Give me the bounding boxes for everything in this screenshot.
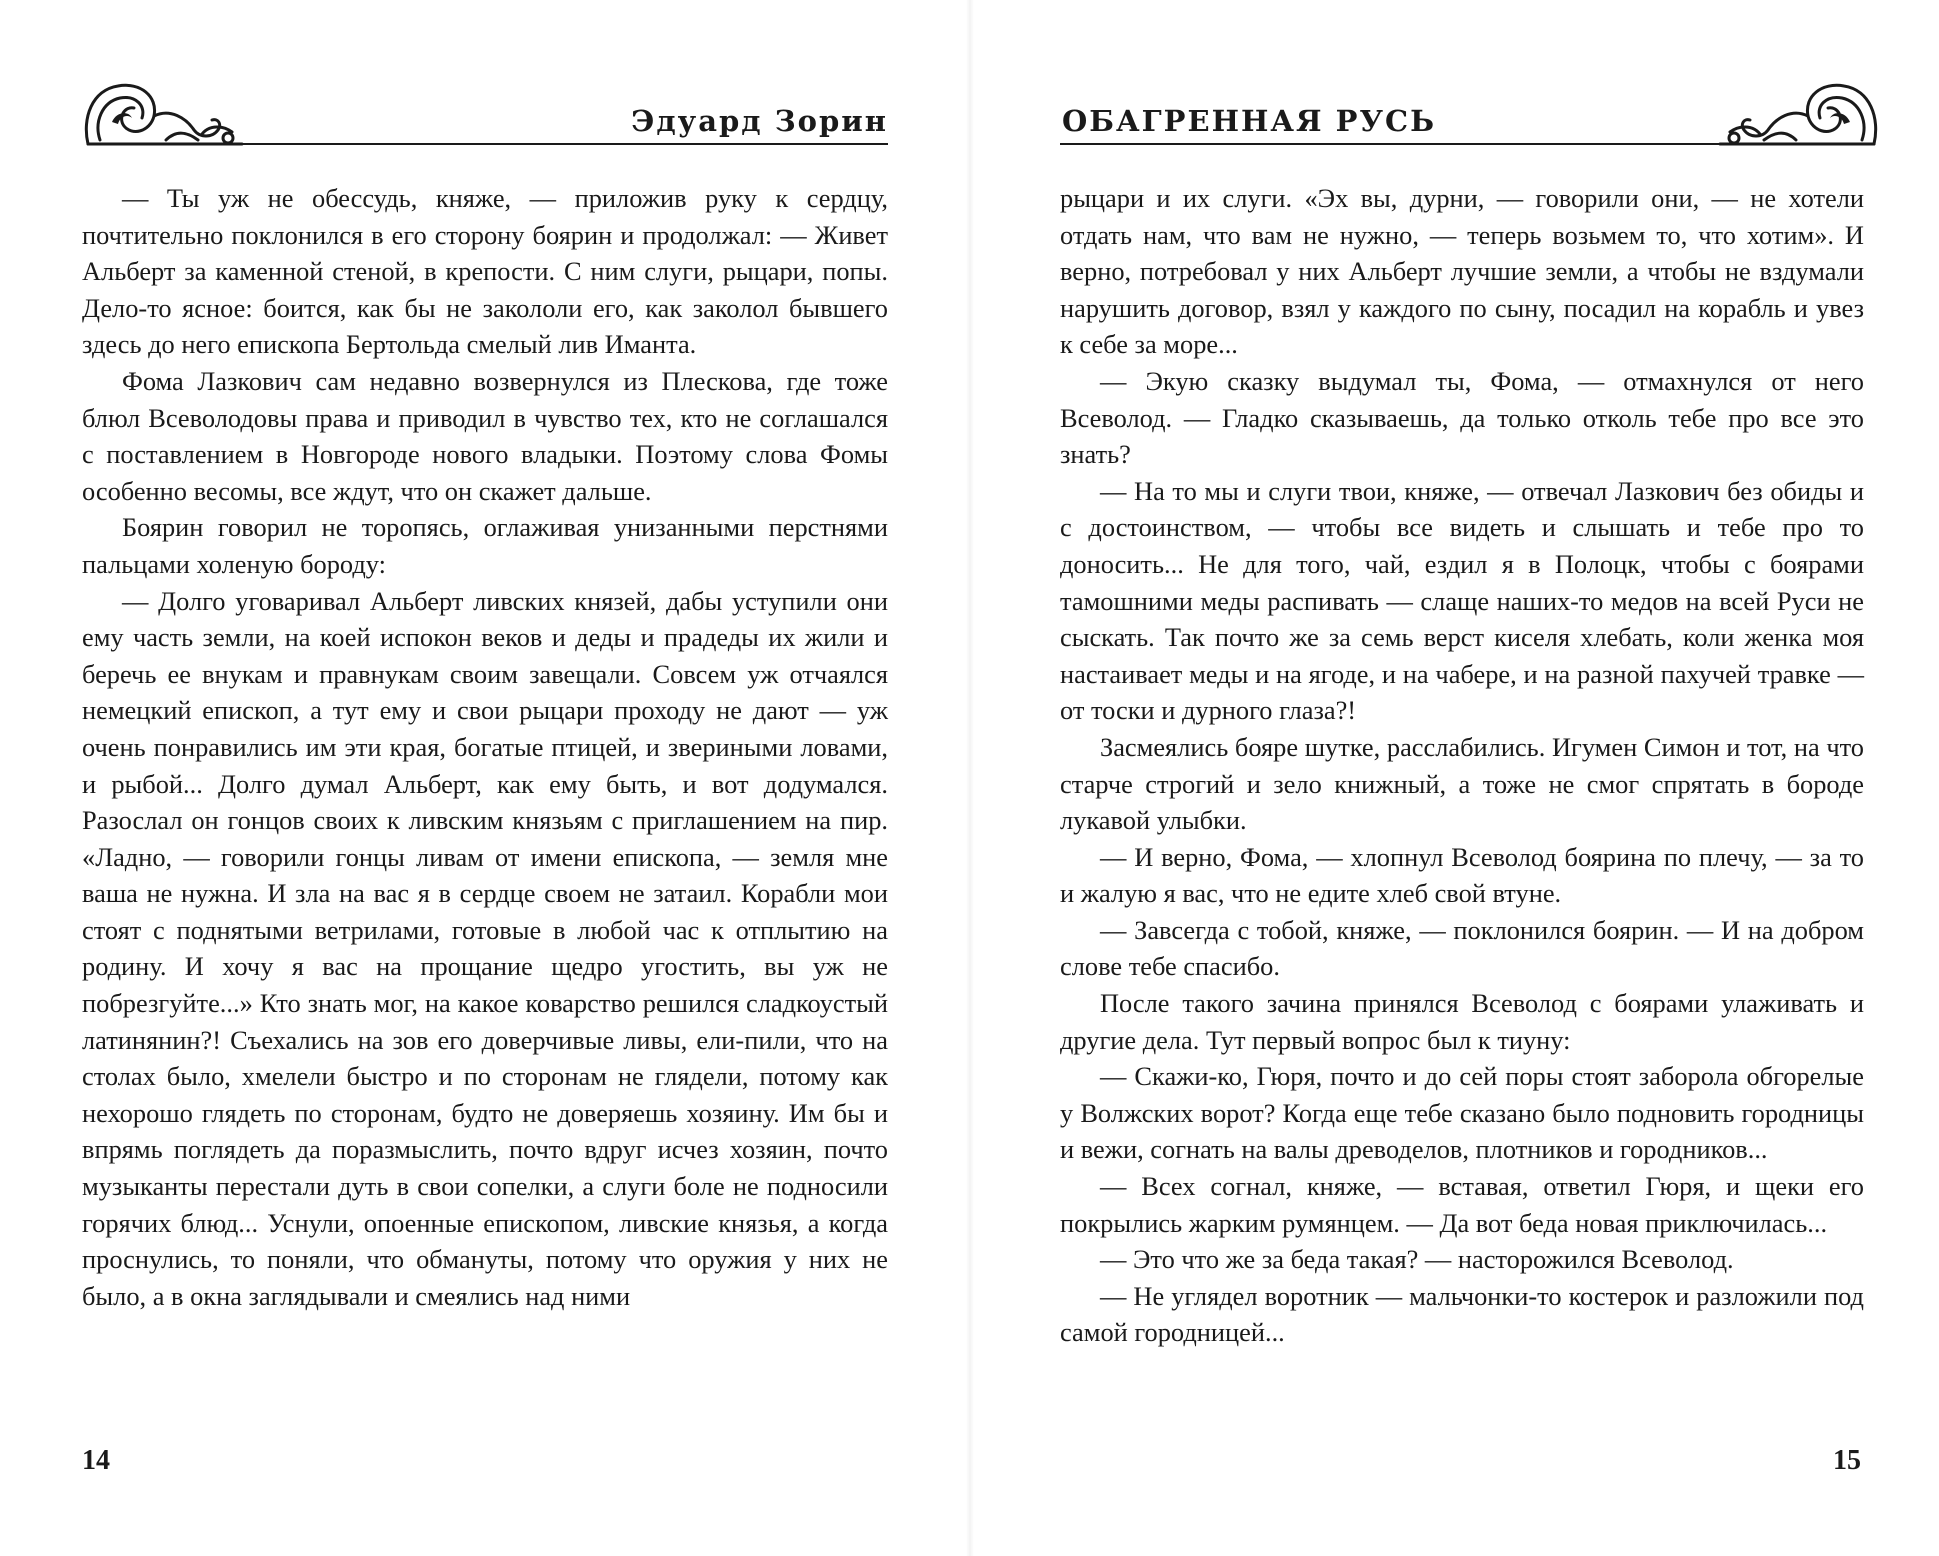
paragraph: — Скажи-ко, Гюря, почто и до сей поры стоят заборола обгорелые у Волжских ворот? Когда еще тебе сказано было подновить городницы и вежи, согнать на валы древоделов, плотников и городников... <box>1060 1061 1864 1165</box>
right-page <box>970 0 1939 1556</box>
page-number: 15 <box>1833 1445 1861 1476</box>
paragraph: — Всех согнал, княже, — вставая, ответил Гюря, и щеки его покрылись жарким румянцем. — Да вот беда новая приключилась... <box>1060 1171 1864 1238</box>
page-number: 14 <box>82 1445 110 1476</box>
paragraph: — Экую сказку выдумал ты, Фома, — отмахнулся от него Всеволод. — Гладко сказываешь, да только отколь тебе про все это знать? <box>1060 365 1864 470</box>
left-page-body <box>82 180 888 1314</box>
paragraph: — Долго уговаривал Альберт ливских князей, дабы уступили они ему часть земли, на коей испокон веков и деды и прадеды их жили и беречь ее внукам и правнукам своим завещали. Совсем уж отчаялся немецкий епископ, а тут ему и свои рыцари проходу не дают — уж очень понравились им эти края, богатые птицей, и звериными ловами, и рыбой... Долго думал Альберт, как ему быть, и вот додумался. Разослал он гонцов своих к ливским князьям с приглашением на пир. «Ладно, — говорили гонцы ливам от имени епископа, — земля мне ваша не нужна. И зла на вас я в сердце своем не затаил. Корабли мои стоят с поднятыми ветрилами, готовые в любой час к отплытию на родину. И хочу я вас на прощание щедро угостить, вы уж не побрезгуйте...» Кто знать мог, на какое коварство решился сладкоустый латинянин?! Съехались на зов его доверчивые ливы, ели-пили, что на столах было, хмелели быстро и по сторонам не глядели, потому как нехорошо глядеть по сторонам, будто не доверяешь хозяину. Им бы и впрямь поглядеть да поразмыслить, почто вдруг исчез хозяин, почто музыканты перестали дуть в свои сопелки, а слуги боле не подносили горячих блюд... Уснули, опоенные епископом, ливские князья, а когда проснулись, то поняли, что обмануты, потому что оружия у них не было, а в окна заглядывали и смеялись над ними <box>82 585 888 1311</box>
celtic-scroll-ornament-icon <box>1710 78 1880 150</box>
header-rule <box>1060 143 1720 145</box>
paragraph: После такого зачина принялся Всеволод с боярами улаживать и другие дела. Тут первый вопрос был к тиуну: <box>1060 988 1864 1055</box>
right-page-body <box>1060 180 1864 1351</box>
paragraph: — На то мы и слуги твои, княже, — отвечал Лазкович без обиды и с достоинством, — чтобы все видеть и слышать и тебе про то доносить... Не для того, чай, ездил я в Полоцк, чтобы с боярами тамошними меды распивать — слаще наших-то медов на всей Руси не сыскать. Так почто же за семь верст киселя хлебать, коли женка моя настаивает меды и на ягоде, и на чабере, и на разной пахучей травке — от тоски и дурного глаза?! <box>1060 475 1864 726</box>
celtic-scroll-ornament-icon <box>82 78 252 150</box>
paragraph: — Завсегда с тобой, княже, — поклонился боярин. — И на добром слове тебе спасибо. <box>1060 914 1864 982</box>
header-rule <box>242 143 888 145</box>
left-page-header <box>82 78 888 168</box>
paragraph: Фома Лазкович сам недавно возвернулся из Плескова, где тоже блюл Всеволодовы права и приводил в чувство тех, кто не соглашался с поставлением в Новгороде нового владыки. Поэтому слова Фомы особенно весомы, все ждут, что он скажет дальше. <box>82 365 888 506</box>
paragraph: Боярин говорил не торопясь, оглаживая унизанными перстнями пальцами холеную бороду: <box>82 512 888 579</box>
paragraph: — Ты уж не обессудь, княже, — приложив руку к сердцу, почтительно поклонился в его сторону боярин и продолжал: — Живет Альберт за каменной стеной, в крепости. С ним слуги, рыцари, попы. Дело-то ясное: боится, как бы не закололи его, как заколол бывшего здесь до него епископа Бертольда смелый лив Иманта. <box>82 183 888 360</box>
left-page <box>0 0 968 1556</box>
running-head-title: ОБАГРЕННАЯ РУСЬ <box>1062 104 1437 138</box>
paragraph: — Не углядел воротник — мальчонки-то костерок и разложили под самой городницей... <box>1060 1280 1864 1348</box>
paragraph: Засмеялись бояре шутке, расслабились. Игумен Симон и тот, на что старче строгий и зело книжный, а тоже не смог спрятать в бороде лукавой улыбки. <box>1060 731 1864 836</box>
paragraph: — И верно, Фома, — хлопнул Всеволод боярина по плечу, — за то и жалую я вас, что не едите хлеб свой втуне. <box>1060 841 1864 909</box>
right-page-header <box>1060 78 1880 168</box>
running-head-author: Эдуард Зорин <box>631 104 888 138</box>
paragraph-continuation: рыцари и их слуги. «Эх вы, дурни, — говорили они, — не хотели отдать нам, что вам не нужно, — теперь возьмем то, что хотим». И верно, потребовал у них Альберт лучшие земли, а чтобы не вздумали нарушить договор, взял у каждого по сыну, посадил на корабль и увез к себе за море... <box>1060 183 1864 360</box>
paragraph: — Это что же за беда такая? — насторожился Всеволод. <box>1100 1244 1734 1275</box>
